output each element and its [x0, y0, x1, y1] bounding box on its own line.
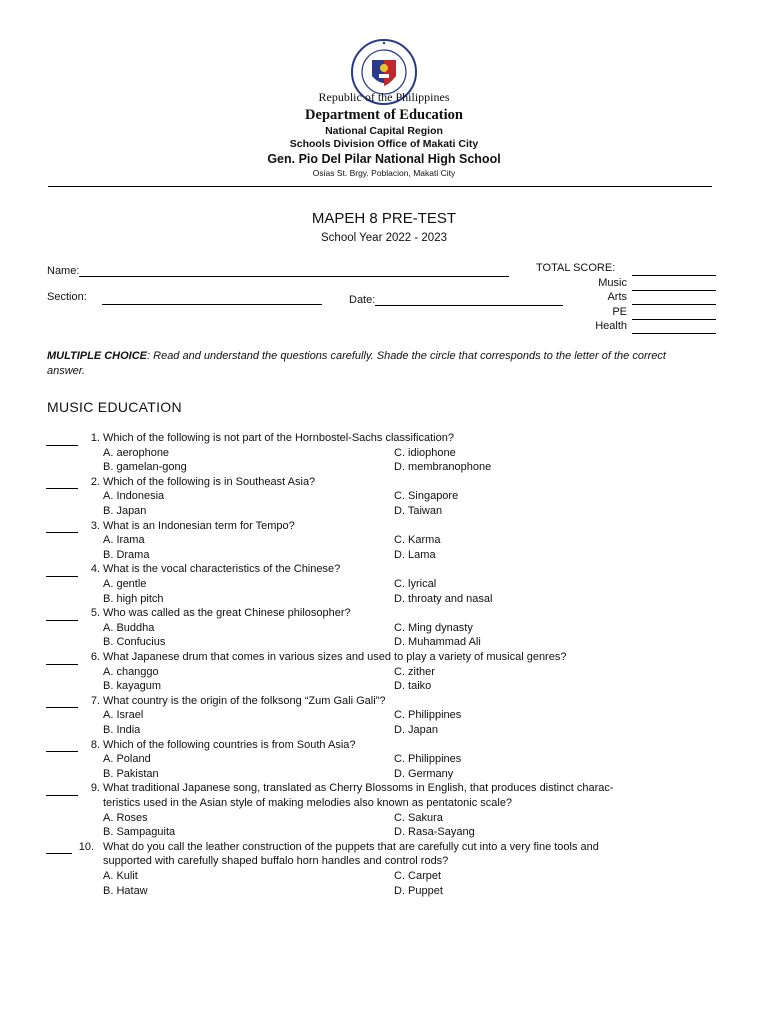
choice-c[interactable]: C. idiophone [394, 446, 456, 459]
choice-d[interactable]: D. Germany [394, 767, 454, 780]
test-title: MAPEH 8 PRE-TEST [311, 210, 457, 227]
republic-text: Republic of the Philippines [318, 90, 450, 104]
music-score-line[interactable] [632, 277, 716, 291]
choice-d[interactable]: D. Taiwan [394, 504, 443, 517]
question-number [46, 781, 100, 796]
question-number [46, 519, 100, 534]
answer-blank[interactable] [46, 608, 78, 621]
choice-a[interactable]: A. Irama [103, 534, 145, 547]
answer-blank[interactable] [46, 476, 78, 489]
question-text: What traditional Japanese song, translated as Cherry Blossoms in English, that produces distinct charac- [103, 782, 614, 795]
instructions-text: : Read and understand the questions carefully. Shade the circle that corresponds to the letter of the correct answer. [47, 350, 666, 377]
music-score-label: Music [598, 277, 627, 289]
choice-b[interactable]: B. Drama [103, 548, 150, 561]
question-text: What is an Indonesian term for Tempo? [103, 519, 295, 532]
question-num: 9. [90, 782, 100, 795]
choice-c[interactable]: C. Singapore [394, 490, 459, 503]
section-label: Section: [47, 291, 87, 303]
choice-d[interactable]: D. Muhammad Ali [394, 636, 481, 649]
choice-b[interactable]: B. Japan [103, 504, 147, 517]
question-text: Which of the following countries is from South Asia? [103, 738, 356, 751]
question-text: Which of the following is not part of the Hornbostel-Sachs classification? [103, 432, 454, 444]
choice-c[interactable]: C. Ming dynasty [394, 621, 473, 634]
question-number [46, 650, 100, 665]
date-line[interactable] [375, 291, 563, 306]
choice-c[interactable]: C. Philippines [394, 709, 462, 722]
choice-a[interactable]: A. Israel [103, 709, 144, 722]
name-line[interactable] [79, 262, 509, 277]
question-num: 5. [90, 607, 100, 620]
question-text: Which of the following is in Southeast Asia? [103, 475, 316, 488]
choice-d[interactable]: D. throaty and nasal [394, 592, 493, 605]
question-number [46, 431, 100, 446]
answer-blank[interactable] [46, 783, 78, 796]
choice-d[interactable]: D. Japan [394, 723, 439, 736]
answer-blank[interactable] [46, 695, 78, 708]
question-text: What country is the origin of the folksong “Zum Gali Gali”? [103, 694, 386, 707]
choice-c[interactable]: C. Karma [394, 534, 441, 547]
school-address: Osias St. Brgy. Poblacion, Makati City [312, 168, 456, 178]
question-text: What is the vocal characteristics of the Chinese? [103, 563, 341, 576]
question-num: 1. [90, 432, 100, 444]
question-number [46, 738, 100, 753]
date-label: Date: [349, 294, 376, 306]
question-num: 10. [78, 840, 94, 853]
choice-b[interactable]: B. gamelan-gong [103, 461, 187, 474]
choice-b[interactable]: B. Pakistan [103, 767, 159, 780]
choice-d[interactable]: D. membranophone [394, 461, 492, 474]
arts-score-line[interactable] [632, 291, 716, 305]
health-score-line[interactable] [632, 320, 716, 334]
choice-d[interactable]: D. taiko [394, 680, 432, 693]
choice-b[interactable]: B. India [103, 723, 141, 736]
region-text: National Capital Region [325, 125, 443, 137]
arts-score-label: Arts [607, 291, 627, 303]
answer-blank[interactable] [46, 520, 78, 533]
question-number [46, 694, 100, 709]
choice-c[interactable]: C. Philippines [394, 753, 462, 766]
question-number [46, 562, 100, 577]
choice-a[interactable]: A. Poland [103, 753, 151, 766]
choice-a[interactable]: A. Roses [103, 811, 148, 824]
choice-a[interactable]: A. Buddha [103, 621, 155, 634]
name-field[interactable] [47, 262, 509, 277]
choice-a[interactable]: A. Kulit [103, 869, 138, 882]
date-field[interactable] [349, 291, 563, 306]
choice-b[interactable]: B. kayagum [103, 680, 162, 693]
answer-blank[interactable] [46, 739, 78, 752]
question-num: 8. [90, 738, 100, 751]
question-num: 4. [90, 563, 100, 576]
question-num: 3. [90, 519, 100, 532]
school-name: Gen. Pio Del Pilar National High School [267, 152, 501, 166]
question-number [46, 606, 100, 621]
choice-d[interactable]: D. Rasa-Sayang [394, 826, 475, 839]
choice-a[interactable]: A. aerophone [103, 446, 170, 459]
choice-d[interactable]: D. Lama [394, 548, 436, 561]
question-text-cont: supported with carefully shaped buffalo horn handles and control rods? [103, 855, 449, 868]
choice-a[interactable]: A. gentle [103, 577, 147, 590]
pe-score-label: PE [612, 306, 627, 318]
answer-blank[interactable] [46, 433, 78, 446]
section-title: MUSIC EDUCATION [47, 399, 182, 415]
question-list [0, 431, 768, 911]
header-divider [48, 186, 712, 187]
section-line[interactable] [102, 290, 322, 305]
choice-d[interactable]: D. Puppet [394, 884, 443, 897]
question-number [46, 840, 94, 855]
choice-c[interactable]: C. Carpet [394, 869, 442, 882]
question-number [46, 475, 100, 490]
instructions [47, 349, 707, 379]
choice-c[interactable]: C. zither [394, 665, 435, 678]
choice-b[interactable]: B. Hataw [103, 884, 148, 897]
choice-b[interactable]: B. Sampaguita [103, 826, 176, 839]
division-text: Schools Division Office of Makati City [289, 138, 479, 150]
answer-blank[interactable] [46, 841, 72, 854]
question-num: 7. [90, 694, 100, 707]
question-text: What do you call the leather construction of the puppets that are carefully cut into a very fine tools and [103, 840, 599, 853]
question-text: What Japanese drum that comes in various sizes and used to play a variety of musical genres? [103, 651, 567, 663]
choice-b[interactable]: B. high pitch [103, 592, 164, 605]
choice-a[interactable]: A. changgo [103, 665, 159, 678]
question-num: 2. [90, 475, 100, 488]
health-score-label: Health [595, 320, 627, 332]
answer-blank[interactable] [46, 564, 78, 577]
instructions-bold: MULTIPLE CHOICE [47, 350, 148, 362]
question-text-cont: teristics used in the Asian style of making melodies also known as pentatonic scale? [103, 796, 513, 809]
question-text: Who was called as the great Chinese philosopher? [103, 607, 351, 620]
choice-b[interactable]: B. Confucius [103, 636, 166, 649]
question-num: 6. [90, 651, 100, 663]
choice-c[interactable]: C. Sakura [394, 811, 443, 824]
answer-blank[interactable] [46, 652, 78, 665]
pe-score-line[interactable] [632, 306, 716, 320]
total-score-line[interactable] [632, 262, 716, 276]
choice-a[interactable]: A. Indonesia [103, 490, 165, 503]
section-field[interactable] [47, 291, 87, 303]
department-text: Department of Education [305, 107, 463, 123]
school-year: School Year 2022 - 2023 [321, 232, 447, 244]
choice-c[interactable]: C. lyrical [394, 577, 437, 590]
name-label: Name: [47, 265, 80, 277]
total-score-label: TOTAL SCORE: [536, 262, 616, 274]
